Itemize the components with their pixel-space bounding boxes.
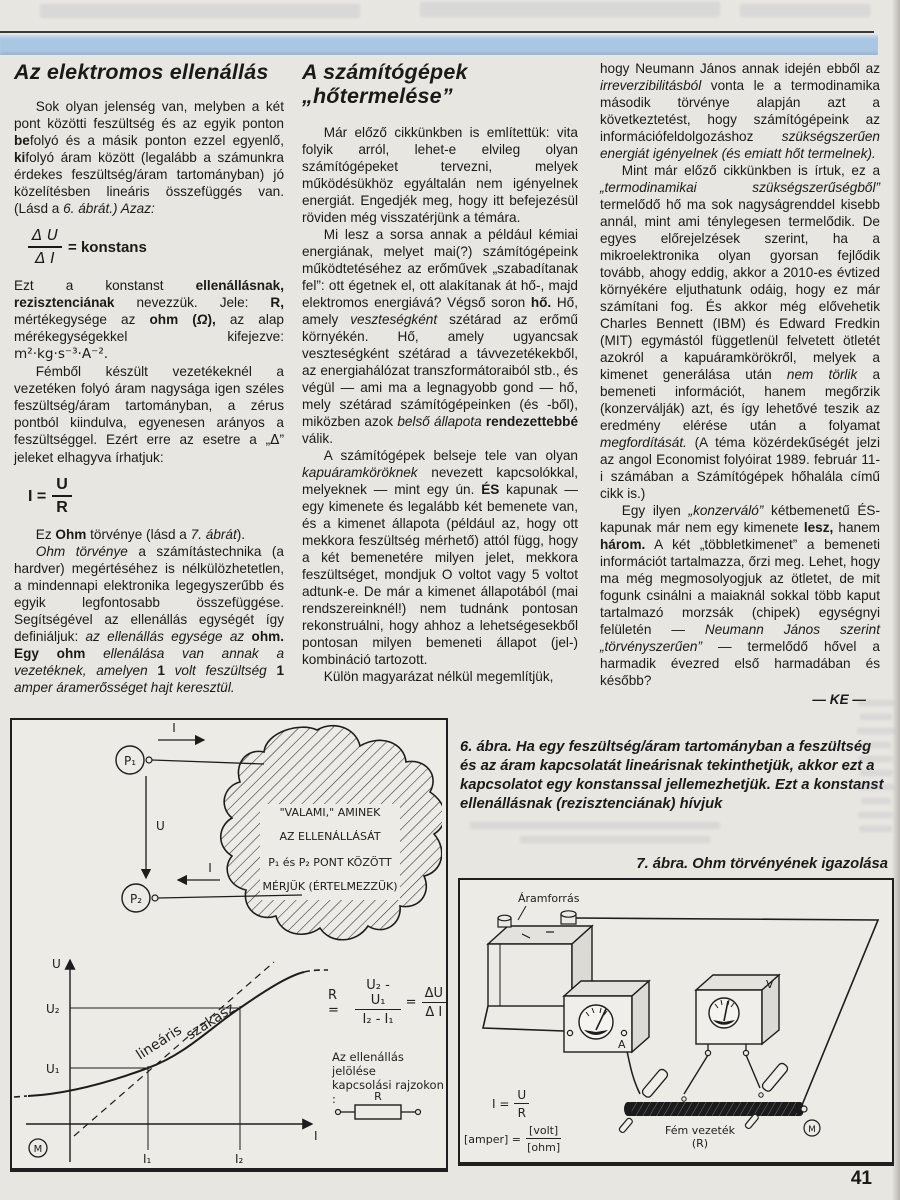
- column-middle: [302, 60, 578, 685]
- resistor-r-label: R: [374, 1090, 382, 1103]
- current-arrow-top: [158, 721, 204, 740]
- paragraph: Ez Ohm törvénye (lásd a 7. ábrát).: [35, 527, 246, 542]
- ui-graph: [14, 957, 328, 1164]
- figure-7: [458, 878, 894, 1166]
- voltmeter-label: V: [766, 978, 774, 991]
- bleedthrough-margin: [860, 770, 893, 776]
- svg-text:P₁: P₁: [123, 754, 137, 768]
- column-right: [600, 60, 880, 708]
- voltage-arrow: [146, 776, 165, 878]
- linear-label-2: szakasz: [183, 1000, 238, 1044]
- blob-text-3: P₁ és P₂ PONT KÖZÖTT: [268, 856, 392, 869]
- paragraph: Ezt a konstanst ellenállásnak, rezisztenciának nevezzük. Jele: R, mértékegysége az ohm (Ω), az alap mérékegységekkel kifejezve: m²·kg·s⁻³·A⁻².: [14, 278, 284, 362]
- paragraph: Ohm törvénye a számítástechnika (a hardver) megértéséhez is nélkülözhetetlen, a mindennapi elektronika legegyszerűbb és egyik legfontosabb összefüggése. Segítségével az ellenállás egységét így definiáljuk: az ellenállás egysége az ohm. Egy ohm ellenálása van annak a vezetéknek, amelyen 1 volt feszültség 1 amper áramerősséget hajt keresztül.: [14, 544, 284, 695]
- bleedthrough-margin: [858, 812, 893, 818]
- svg-text:P₂: P₂: [129, 892, 143, 906]
- bleedthrough-margin: [857, 728, 895, 734]
- figure-6: [10, 718, 448, 1172]
- paragraph: Fémből készült vezetékeknél a vezetéken folyó áram nagysága igen széles feszültség/áram tartományban, a zérus pontból kiindulva, egyenesen arányos a feszültséggel. Ezért erre az esetre a „Δ” jeleket elhagyva írhatjuk:: [14, 364, 284, 465]
- paragraph: Egy ilyen „konzerváló” kétbemenetű ÉS-kapunak már nem egy kimenete lesz, hanem három. A két „többletkimenet” a bemeneti információt tartalmazza, őrzi meg. Lehet, hogy ma még megmosolyogjuk az ötletet, de mit fogunk csinálni a maiaknál sokkal több kaput tartalmazó morzsák (chipek) egységnyi felületén — Neumann János szerint „törvényszerűen” — termelődő hővel a harmadik évezred első harmadában és később?: [600, 503, 881, 688]
- svg-text:I: I: [172, 721, 176, 735]
- bleedthrough-top-right: [740, 4, 870, 17]
- svg-text:U: U: [52, 957, 61, 971]
- resistor-note: Az ellenállás jelölése kapcsolási rajzokon :: [332, 1050, 444, 1106]
- tick-u2: U₂: [46, 1002, 60, 1016]
- blue-band: [0, 35, 878, 55]
- paragraph: Sok olyan jelenség van, melyben a két pont közötti feszültség és az egyik ponton befolyó és a másik ponton ezzel egyenlő, kifolyó áram között (legalább a számunkra érdekes feszültség/áram tartományban) jó közelítésben lineáris összefüggés van. (Lásd a 6. ábrát.) Azaz:: [14, 99, 284, 216]
- magazine-logo: M: [33, 1144, 43, 1155]
- figure-6-formula: R = $\frac{\text{U₂ - U₁}}{\text{I₂ - I₁}}$ = $\frac{\Delta U}{\text{Δ I}}$: [328, 978, 446, 1027]
- svg-text:I: I: [208, 861, 212, 875]
- bleedthrough-margin: [858, 700, 894, 706]
- bleedthrough-margin: [859, 826, 892, 832]
- paragraph: hogy Neumann János annak idején ebből az irreverzibilitásból vonta le a termodinamika második törvénye alapján azt a következtetést, hogy számítógépeink az információfeldolgozáshoz szükségszerűen energiát igényelnek (és emiatt hőt termelnek).: [600, 61, 880, 161]
- connector-plugs: [618, 1062, 789, 1134]
- headline-left: Az elektromos ellenállás: [14, 60, 269, 84]
- measured-object-blob: [221, 726, 442, 940]
- tick-i2: I₂: [235, 1152, 244, 1164]
- author-initials: — KE —: [812, 692, 866, 707]
- tick-i1: I₁: [143, 1152, 152, 1164]
- tick-u1: U₁: [46, 1062, 60, 1076]
- svg-text:U: U: [156, 819, 165, 833]
- current-arrow-bottom: [178, 861, 220, 880]
- blob-text-4: MÉRJÜK (ÉRTELMEZZÜK): [262, 880, 398, 893]
- wire-label: Fém vezeték: [665, 1124, 735, 1137]
- paragraph: A számítógépek belseje tele van olyan kapuáramköröknek nevezett kapcsolókkal, melyeknek — mint egy ún. ÉS kapunak — egy kimenete és legalább két bemenete van, és a kimenet állapota (például az, hogy ott mekkora feszültség mérhető) attól függ, hogy a két bemenetére milyen jelet, mekkora feszültséget, mondjuk O voltot vagy 5 voltot adtunk-e. De már a kimenet állapotából (mai rendszereinknél!) nem tudnánk pontosan rekonstruálni, hogy ahhoz a lehetségesekből pontosan milyen bemeneti állapot (jel-) kombináció tartozott.: [302, 448, 579, 667]
- bleedthrough-margin: [860, 714, 892, 720]
- figure-7-formula-1: I = $\frac{U}{R}$: [492, 1088, 529, 1120]
- bleedthrough-mid: [470, 822, 720, 829]
- page-number: 41: [850, 1168, 872, 1189]
- bleedthrough-top-mid: [420, 2, 720, 17]
- bleedthrough-top-left: [40, 4, 360, 18]
- bleedthrough-margin: [861, 742, 891, 748]
- wire-label-r: (R): [691, 1137, 709, 1150]
- formula-delta-u-delta-i: $\frac{\text{Δ U}}{\text{Δ I}}$ = konstans: [28, 227, 284, 267]
- figure-6-caption: 6. ábra. Ha egy feszültség/áram tartományban a feszültség és az áram kapcsolatát lineárisnak tekinthetjük, akkor ezt a kapcsolatot egy konstanssal jellemezhetjük. Ezt a konstanst ellenállásnak (rezisztenciának) hívjuk: [460, 739, 884, 812]
- battery-label: Áramforrás: [518, 892, 580, 905]
- paragraph: Mint már előző cikkünkben is írtuk, ez a „termodinamikai szükségszerűségből” termelődő hő ma sok nagyságrenddel kisebb annál, mint ami ténylegesen termelődik. De egyes előrejelzések szerint, ha a mikroelektronika olyan gyorsan fejlődik tovább, ahogy eddig, akkor a 2010-es évtized környékére eljuthatunk odáig, hogy ez már számítani fog. És akkor még elővehetik Charles Bennett (IBM) és Edward Fredkin (MIT) egymástól függetlenül felvetett ötletét azokról a kapuáramkörökről, melyek a kimenet generálása után nem törlik a bemeneti információt, hanem megőrzik (konzerválják) azt, és így lehetővé teszik az eredmény elérése után a folyamat megfordítását. (A téma közérdekűségét jelzi az angol Economist folyóirat 1989. február 11-i számában a Számítógépek hőhalála című cikk is.): [600, 163, 881, 501]
- headline-middle: A számítógépek „hőtermelése”: [302, 60, 468, 108]
- tangent-line: [74, 962, 274, 1136]
- bleedthrough-margin: [857, 784, 894, 790]
- voltmeter: [696, 975, 779, 1056]
- fraction: $\frac{U}{R}$: [52, 476, 72, 516]
- top-rule: [0, 31, 874, 33]
- blob-text-2: AZ ELLENÁLLÁSÁT: [279, 830, 381, 843]
- ammeter-label: A: [618, 1038, 626, 1051]
- magazine-logo: M: [808, 1125, 816, 1135]
- bleedthrough-mid: [520, 836, 710, 843]
- column-left: [14, 60, 284, 696]
- figure-7-caption: 7. ábra. Ohm törvényének igazolása: [636, 856, 888, 872]
- linear-label-1: lineáris: [133, 1022, 185, 1064]
- figure-7-formula-2: [amper] = $\frac{\text{[volt]}}{\text{[ohm]}}$: [464, 1124, 561, 1154]
- bleedthrough-margin: [861, 798, 891, 804]
- metal-wire-resistor: [624, 1102, 807, 1116]
- paragraph: Már előző cikkünkben is említettük: vita folyik arról, lehet-e elvileg olyan számítógépeket tervezni, melyek működésükhöz egyáltalán nem igényelnek energiát. Engedjék meg, hogy itt befejezésül röviden még visszatérjünk a témára.: [302, 125, 578, 225]
- blob-text-1: "VALAMI," AMINEK: [279, 806, 381, 819]
- fraction: $\frac{\text{Δ U}}{\text{Δ I}}$: [28, 227, 62, 267]
- svg-text:I: I: [314, 1129, 318, 1143]
- paragraph: Mi lesz a sorsa annak a például kémiai energiának, melyet mai(?) számítógépeink működtetéséhez az erőművek „szabadítanak fel”: ott égetnek el, ott alakítanak át hő-, majd elektromos energiává? Végső soron hő. Hő, amely veszteségként szétárad az erőmű környékén. Hő, amely ugyancsak veszteségként szétárad a távvezetékekből, az energiahálózat transzformátoraiból stb., és végül — ami ma a legnagyobb gond — hő, mely szétárad számítógépeinken (és -ből), miközben azok belső állapota rendezettebbé válik.: [302, 227, 579, 446]
- ammeter: [564, 981, 649, 1052]
- bleedthrough-margin: [858, 756, 893, 762]
- formula-ohms-law: I = $\frac{U}{R}$: [28, 476, 284, 516]
- paragraph: Külön magyarázat nélkül megemlítjük,: [323, 669, 554, 684]
